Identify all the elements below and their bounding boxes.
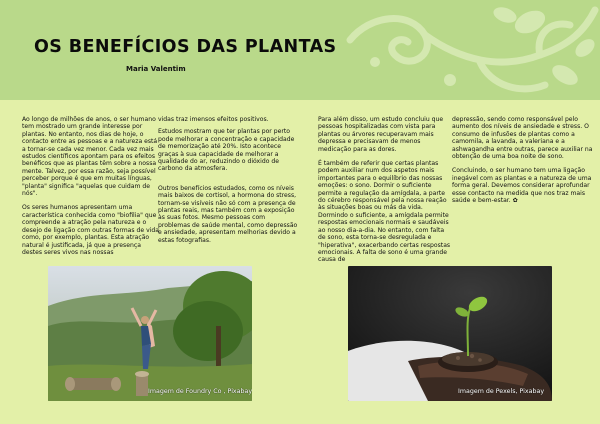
decorative-swirl-ornament <box>330 0 600 100</box>
paragraph: É também de referir que certas plantas podem auxiliar num dos aspetos mais importantes para o equilíbrio das nossas emoções: o sono. Dormir o suficiente permite a regulação da amígdala, a parte do cérebro responsável pela nossa reação às situações boas ou más da vida. Dormindo o suficiente, a amígdala permite respostas emocionais normais e saudáveis ao nosso dia-a-dia. No entanto, com falta de sono, esta torna-se desregulada e "hiperativa", exacerbando certas respostas emocionais. A falta de sono é uma grande causa de <box>318 160 451 264</box>
photo-hands-holding-sprout <box>348 266 552 401</box>
paragraph: Estudos mostram que ter plantas por perto pode melhorar a concentração e capacidade de memorização até 20%. Isto acontece graças à sua capacidade de melhorar a qualidade do ar, reduzindo o dióxido de carbono da atmosfera. <box>158 128 295 173</box>
right-column-2 <box>452 116 594 211</box>
right-column-1 <box>318 116 452 271</box>
left-column-1 <box>22 116 160 263</box>
paragraph: depressão, sendo como responsável pelo aumento dos níveis de ansiedade e stress. O consumo de infusões de plantas como a camomila, a lavanda, a valeriana e a ashwagandha entre outras, parece auxiliar na obtenção de uma boa noite de sono. <box>452 116 593 161</box>
left-column-2 <box>158 116 298 251</box>
paragraph: Ao longo de milhões de anos, o ser humano tem mostrado um grande interesse por plantas. No entanto, nos dias de hoje, o contacto entre as pessoas e a natureza está a tornar-se cada vez menor. Cada vez mais estudos científicos apontam para os efeitos benéficos que as plantas têm sobre a nossa mente. Talvez, por essa razão, seja possível perceber porque é que em muitas línguas, "planta" significa "aquelas que cuidam de nós". <box>22 116 158 198</box>
photo-illustration <box>48 266 252 401</box>
article-title: OS BENEFÍCIOS DAS PLANTAS <box>34 37 337 57</box>
right-page <box>300 116 600 424</box>
photo-woman-balancing-on-log <box>48 266 252 401</box>
article-author: Maria Valentim <box>126 65 186 73</box>
paragraph: Os seres humanos apresentam uma característica conhecida como "biofilia" que compreende a atração pela natureza e o desejo de ligação com outras formas de vida como, por exemplo, plantas. Esta atração natural é justificada, já que a presença destes seres vivos nas nossas <box>22 204 159 256</box>
photo-caption: Imagem de Pexels, Pixabay <box>458 388 545 395</box>
paragraph: Para além disso, um estudo concluiu que pessoas hospitalizadas com vista para plantas ou árvores recuperavam mais depressa e precisavam de menos medicação para as dores. <box>318 116 444 153</box>
paragraph: Outros benefícios estudados, como os níveis mais baixos de cortisol, a hormona do stress, tornam-se visíveis não só com a presença de plantas reais, mas também com a exposição às suas fotos. Mesmo pessoas com problemas de saúde mental, como depressão e ansiedade, apresentam melhorias devido a estas fotografias. <box>158 184 298 244</box>
photo-illustration <box>348 266 552 401</box>
photo-caption: Imagem de Foundry Co , Pixabay <box>148 388 252 395</box>
left-page <box>0 116 300 424</box>
paragraph: Concluindo, o ser humano tem uma ligação inegável com as plantas e a natureza de uma forma geral. Devemos considerar aprofundar esse contacto na medida que nos traz mais saúde e bem-estar. ✿ <box>452 167 592 205</box>
paragraph: vidas traz imensos efeitos positivos. <box>158 116 269 123</box>
